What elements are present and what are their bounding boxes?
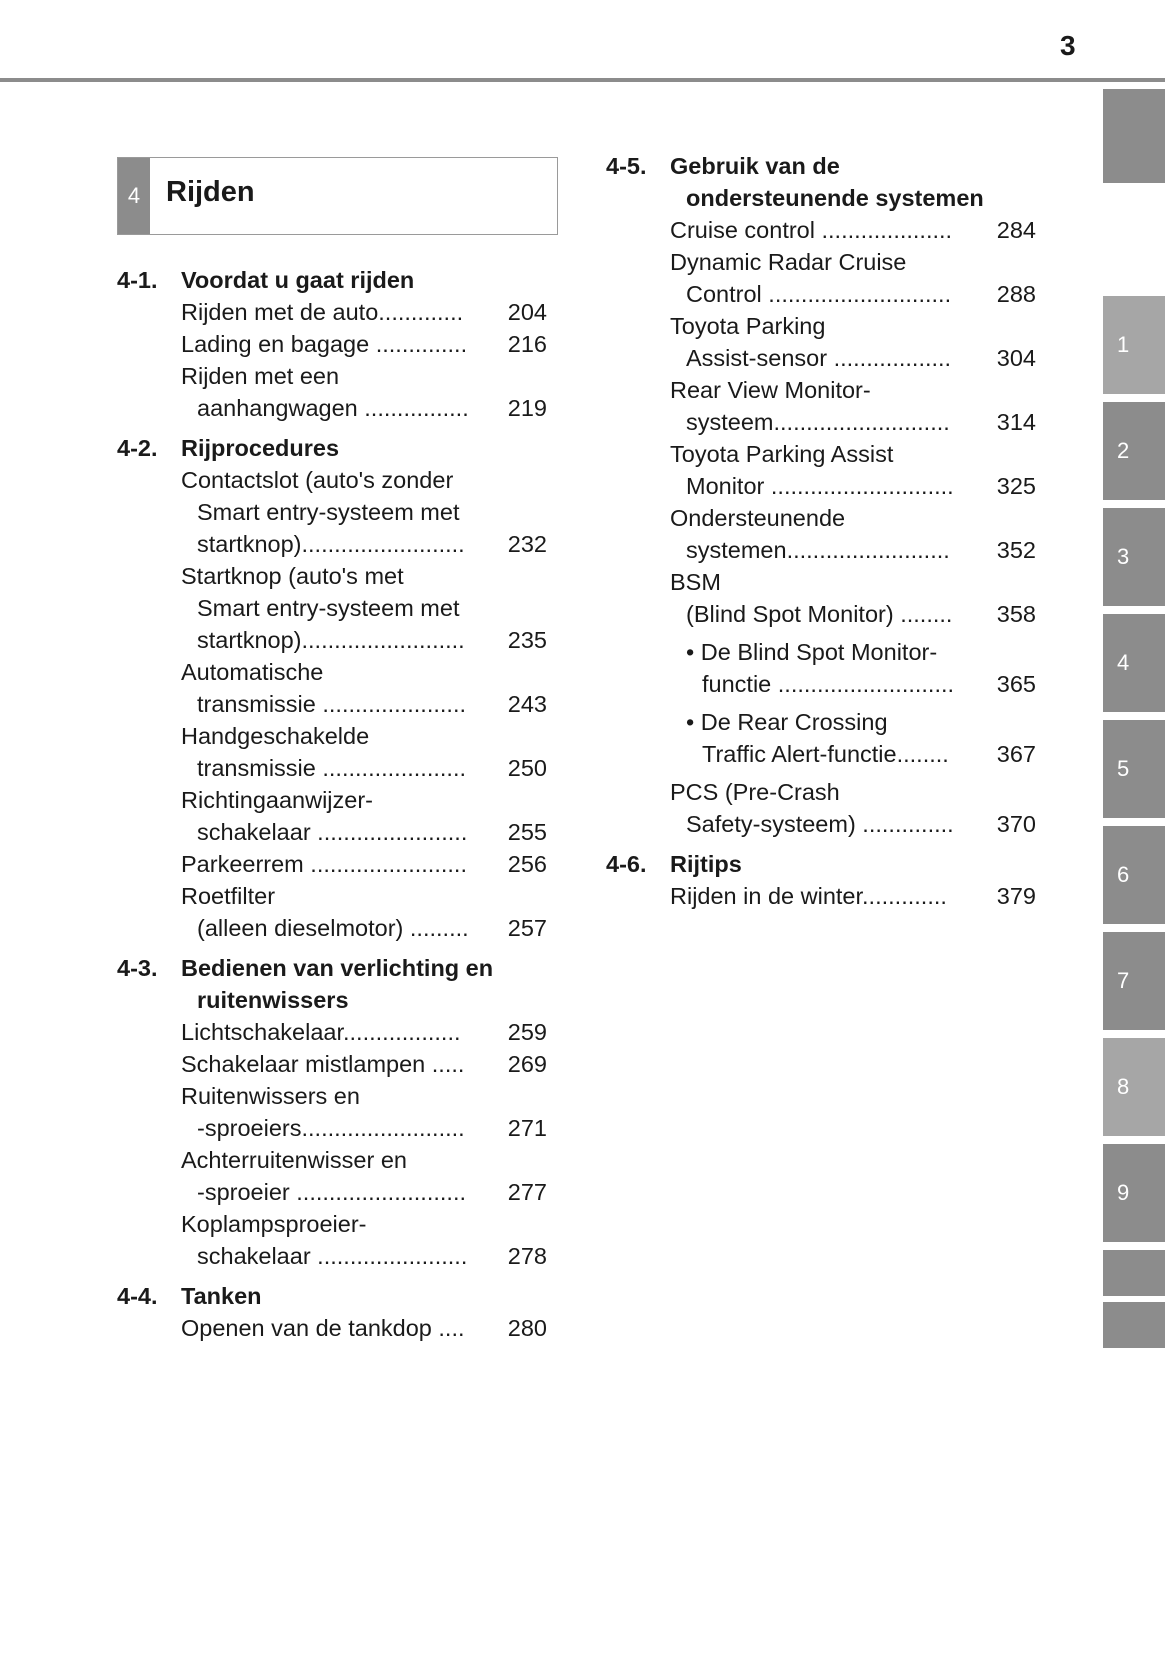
- entry-text: Rijden met een: [181, 363, 340, 389]
- chapter-tab-6[interactable]: 6: [1103, 826, 1165, 924]
- entry-page-number: 280: [506, 1312, 547, 1344]
- entry-text: Parkeerrem ........................: [181, 851, 467, 877]
- chapter-tab-7[interactable]: 7: [1103, 932, 1165, 1030]
- entry-text: schakelaar .......................: [197, 1243, 468, 1269]
- toc-entry[interactable]: [181, 784, 547, 848]
- chapter-tab-2[interactable]: 2: [1103, 402, 1165, 500]
- entry-text: Ruitenwissers en: [181, 1083, 360, 1109]
- entry-text: BSM: [670, 569, 721, 595]
- toc-entry[interactable]: [181, 296, 547, 328]
- section-title: Rijtips: [670, 851, 742, 877]
- entry-text: Traffic Alert-functie........: [702, 741, 949, 767]
- chapter-tab-blank[interactable]: [1103, 1302, 1165, 1348]
- entry-page-number: 256: [506, 848, 547, 880]
- toc-entry[interactable]: [181, 848, 547, 880]
- entry-text: • De Blind Spot Monitor-: [686, 639, 938, 665]
- section-title: Tanken: [181, 1283, 262, 1309]
- entry-text: systemen.........................: [686, 537, 950, 563]
- entry-page-number: 204: [506, 296, 547, 328]
- entry-text: functie ...........................: [702, 671, 955, 697]
- entry-page-number: 259: [506, 1016, 547, 1048]
- section-title: Bedienen van verlichting en: [181, 955, 494, 981]
- entry-text: • De Rear Crossing: [686, 709, 888, 735]
- toc-entry[interactable]: [181, 464, 547, 560]
- entry-page-number: 325: [995, 470, 1036, 502]
- entry-text: Schakelaar mistlampen .....: [181, 1051, 465, 1077]
- toc-entry[interactable]: [181, 1016, 547, 1048]
- toc-entry[interactable]: [181, 328, 547, 360]
- toc-entry[interactable]: [670, 502, 1036, 566]
- section-number: 4-6.: [606, 851, 647, 877]
- entry-text: Ondersteunende: [670, 505, 846, 531]
- entry-text: Richtingaanwijzer-: [181, 787, 373, 813]
- chapter-tab-3[interactable]: 3: [1103, 508, 1165, 606]
- entry-page-number: 232: [506, 528, 547, 560]
- entry-page-number: 352: [995, 534, 1036, 566]
- toc-entry[interactable]: [670, 438, 1036, 502]
- toc-entry[interactable]: [181, 880, 547, 944]
- entry-page-number: 288: [995, 278, 1036, 310]
- entry-text: Roetfilter: [181, 883, 276, 909]
- section-title: ondersteunende systemen: [686, 185, 984, 211]
- toc-entry[interactable]: [181, 1144, 547, 1208]
- section-heading: [606, 848, 1036, 880]
- toc-entry[interactable]: [181, 656, 547, 720]
- toc-entry[interactable]: [670, 310, 1036, 374]
- entry-page-number: 314: [995, 406, 1036, 438]
- section-title: Voordat u gaat rijden: [181, 267, 415, 293]
- toc-entry[interactable]: [181, 1080, 547, 1144]
- entry-text: Dynamic Radar Cruise: [670, 249, 907, 275]
- entry-page-number: 255: [506, 816, 547, 848]
- header-rule: [0, 78, 1165, 82]
- toc-section: [117, 264, 547, 424]
- entry-text: Rijden in de winter.............: [670, 883, 947, 909]
- toc-entry[interactable]: [181, 360, 547, 424]
- entry-text: Smart entry-systeem met: [197, 499, 460, 525]
- entry-text: startknop).........................: [197, 627, 465, 653]
- section-heading: [606, 150, 1036, 214]
- entry-page-number: 277: [506, 1176, 547, 1208]
- toc-entry[interactable]: [181, 1312, 547, 1344]
- toc-section: [606, 848, 1036, 912]
- entry-page-number: 235: [506, 624, 547, 656]
- entry-page-number: 358: [995, 598, 1036, 630]
- entry-page-number: 370: [995, 808, 1036, 840]
- section-heading: [117, 952, 547, 1016]
- entry-page-number: 278: [506, 1240, 547, 1272]
- toc-entry[interactable]: [670, 246, 1036, 310]
- entry-text: Toyota Parking Assist: [670, 441, 894, 467]
- entry-page-number: 216: [506, 328, 547, 360]
- entry-text: Smart entry-systeem met: [197, 595, 460, 621]
- entry-text: Cruise control ....................: [670, 217, 953, 243]
- chapter-tab-8[interactable]: 8: [1103, 1038, 1165, 1136]
- section-heading: [117, 1280, 547, 1312]
- toc-section: [117, 432, 547, 944]
- page-number: 3: [1060, 30, 1076, 61]
- entry-page-number: 271: [506, 1112, 547, 1144]
- section-number: 4-2.: [117, 435, 158, 461]
- entry-page-number: 304: [995, 342, 1036, 374]
- entry-text: (alleen dieselmotor) .........: [197, 915, 469, 941]
- toc-section: [606, 150, 1036, 840]
- chapter-tab-5[interactable]: 5: [1103, 720, 1165, 818]
- entry-text: Automatische: [181, 659, 324, 685]
- entry-text: transmissie ......................: [197, 691, 466, 717]
- toc-entry[interactable]: [670, 776, 1036, 840]
- section-heading: [117, 432, 547, 464]
- section-number: 4-5.: [606, 153, 647, 179]
- chapter-title: Rijden: [166, 176, 255, 208]
- toc-entry[interactable]: [181, 1048, 547, 1080]
- entry-page-number: 243: [506, 688, 547, 720]
- entry-text: PCS (Pre-Crash: [670, 779, 840, 805]
- entry-text: Safety-systeem) ..............: [686, 811, 954, 837]
- entry-text: schakelaar .......................: [197, 819, 468, 845]
- entry-text: Handgeschakelde: [181, 723, 370, 749]
- entry-page-number: 250: [506, 752, 547, 784]
- section-title: Rijprocedures: [181, 435, 340, 461]
- toc-entry[interactable]: [670, 566, 1036, 630]
- toc-section: [117, 1280, 547, 1344]
- chapter-tab-blank[interactable]: [1103, 89, 1165, 183]
- entry-text: Achterruitenwisser en: [181, 1147, 407, 1173]
- chapter-tab-1[interactable]: 1: [1103, 296, 1165, 394]
- entry-text: -sproeiers.........................: [197, 1115, 465, 1141]
- entry-text: transmissie ......................: [197, 755, 466, 781]
- entry-text: startknop).........................: [197, 531, 465, 557]
- entry-page-number: 269: [506, 1048, 547, 1080]
- toc-section: [117, 952, 547, 1272]
- toc-entry[interactable]: [670, 214, 1036, 246]
- entry-page-number: 365: [995, 668, 1036, 700]
- entry-text: Toyota Parking: [670, 313, 826, 339]
- entry-page-number: 367: [995, 738, 1036, 770]
- section-title: ruitenwissers: [197, 987, 349, 1013]
- chapter-tab-blank[interactable]: [1103, 1250, 1165, 1296]
- entry-text: Lichtschakelaar..................: [181, 1019, 461, 1045]
- entry-text: Assist-sensor ..................: [686, 345, 952, 371]
- entry-text: Rear View Monitor-: [670, 377, 871, 403]
- entry-text: (Blind Spot Monitor) ........: [686, 601, 953, 627]
- toc-entry[interactable]: [670, 374, 1036, 438]
- section-number: 4-3.: [117, 955, 158, 981]
- entry-text: Startknop (auto's met: [181, 563, 404, 589]
- entry-page-number: 257: [506, 912, 547, 944]
- entry-text: Lading en bagage ..............: [181, 331, 468, 357]
- toc-subentry[interactable]: [686, 706, 1036, 770]
- toc-left-column: [117, 264, 547, 1352]
- entry-text: Koplampsproeier-: [181, 1211, 367, 1237]
- toc-right-column: [606, 150, 1036, 920]
- section-heading: [117, 264, 547, 296]
- section-number: 4-1.: [117, 267, 158, 293]
- chapter-tab-4[interactable]: 4: [1103, 614, 1165, 712]
- toc-entry[interactable]: [181, 560, 547, 656]
- entry-text: Monitor ............................: [686, 473, 954, 499]
- entry-text: Rijden met de auto.............: [181, 299, 464, 325]
- entry-text: Control ............................: [686, 281, 952, 307]
- entry-page-number: 379: [995, 880, 1036, 912]
- section-title: Gebruik van de: [670, 153, 840, 179]
- toc-entry[interactable]: [181, 1208, 547, 1272]
- entry-text: aanhangwagen ................: [197, 395, 469, 421]
- entry-text: systeem...........................: [686, 409, 950, 435]
- entry-text: Openen van de tankdop ....: [181, 1315, 465, 1341]
- entry-page-number: 284: [995, 214, 1036, 246]
- entry-text: -sproeier ..........................: [197, 1179, 467, 1205]
- entry-text: Contactslot (auto's zonder: [181, 467, 454, 493]
- entry-page-number: 219: [506, 392, 547, 424]
- toc-entry[interactable]: [670, 880, 1036, 912]
- chapter-tab-9[interactable]: 9: [1103, 1144, 1165, 1242]
- toc-subentry[interactable]: [686, 636, 1036, 700]
- section-number: 4-4.: [117, 1283, 158, 1309]
- chapter-heading: [117, 157, 558, 235]
- toc-entry[interactable]: [181, 720, 547, 784]
- chapter-number: 4: [118, 158, 150, 234]
